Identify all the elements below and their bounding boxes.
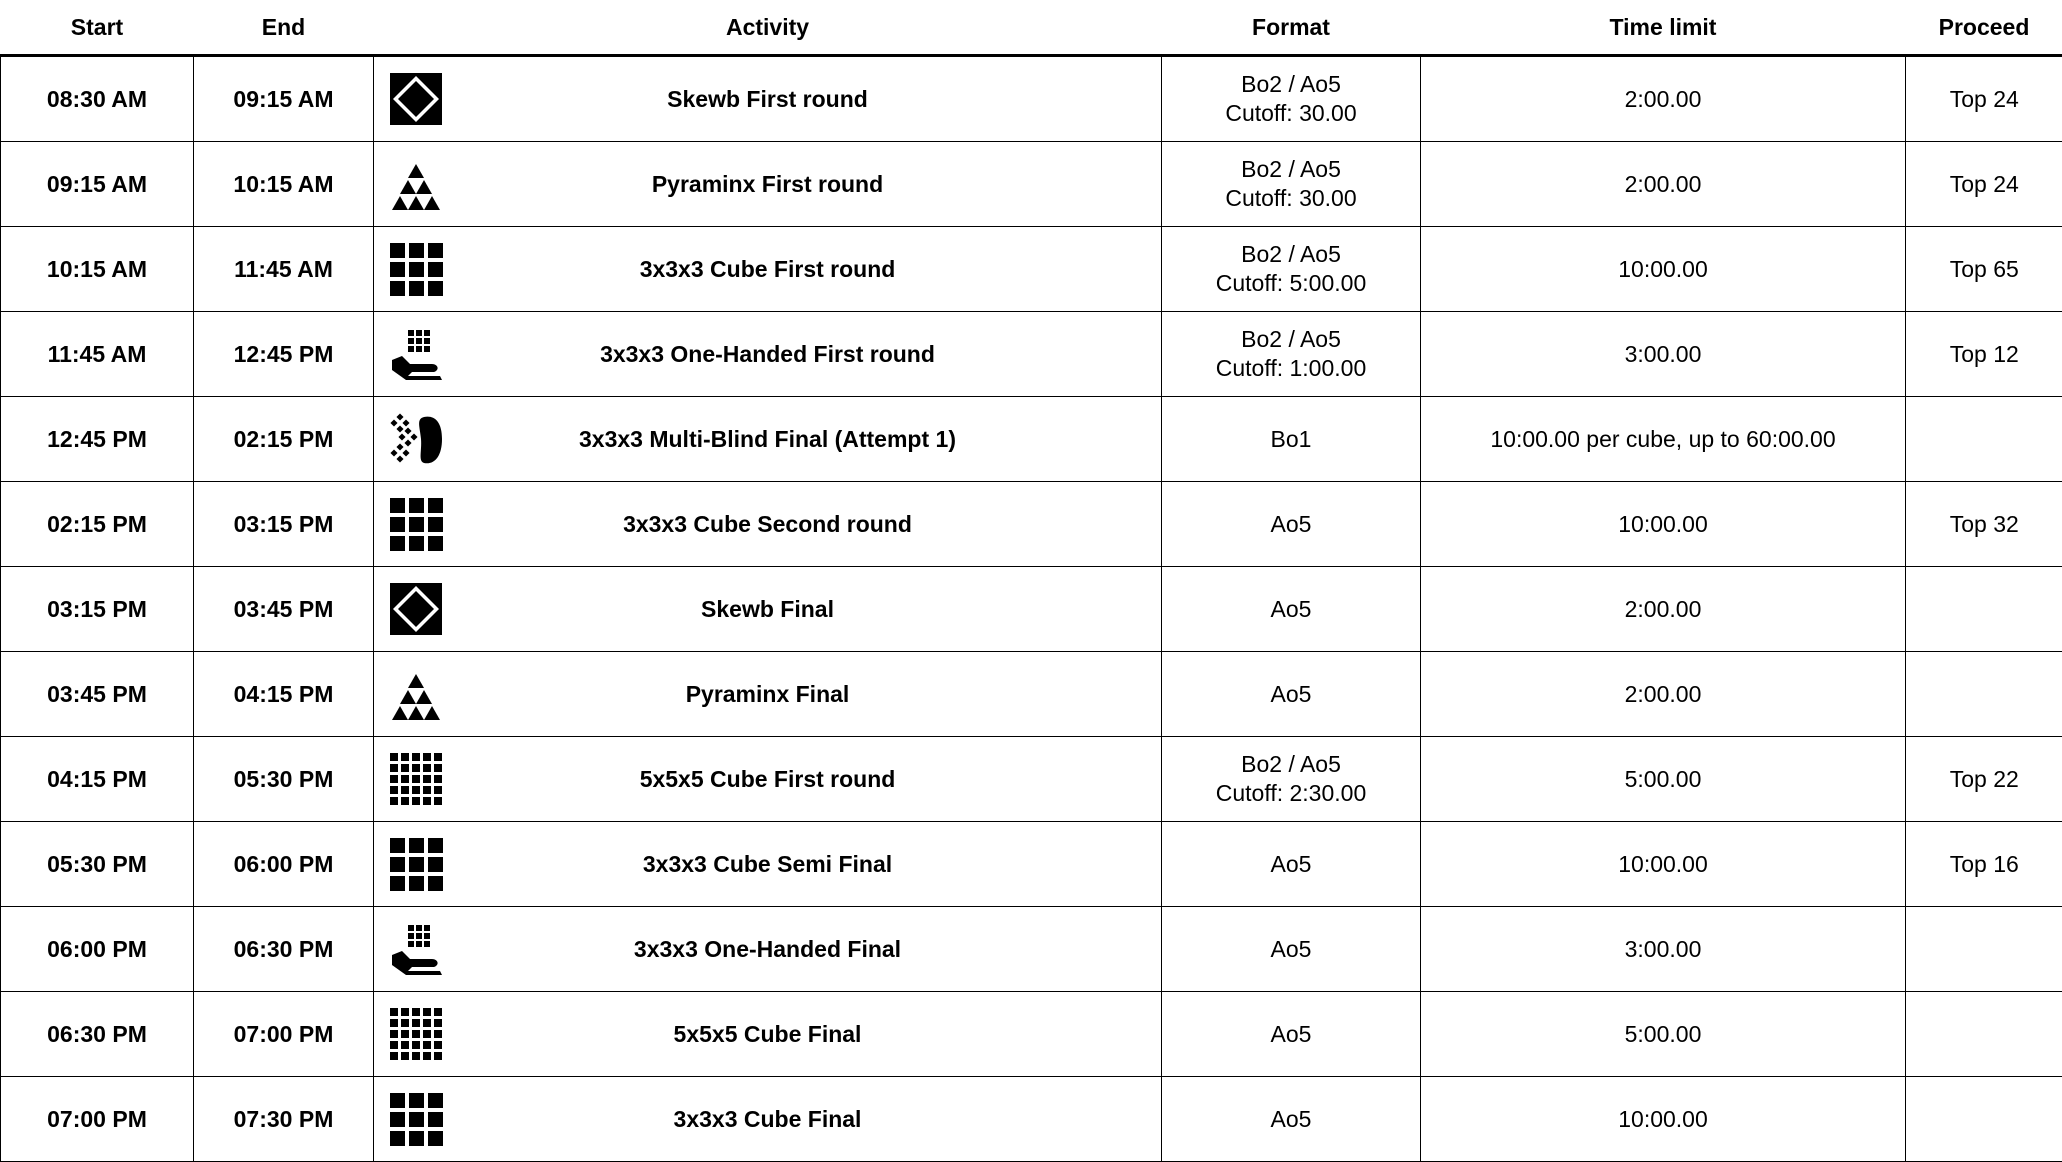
one-handed-icon xyxy=(388,921,444,977)
proceed-cell xyxy=(1906,652,2062,737)
activity-name: Pyraminx Final xyxy=(444,681,1161,708)
activity-cell xyxy=(374,652,1162,737)
activity-cell xyxy=(374,227,1162,312)
activity-wrapper xyxy=(374,57,1161,141)
end-time-cell: 05:30 PM xyxy=(194,737,374,822)
activity-wrapper xyxy=(374,907,1161,991)
time-limit-cell: 2:00.00 xyxy=(1421,56,1906,142)
activity-cell xyxy=(374,482,1162,567)
cutoff-text: Cutoff: 30.00 xyxy=(1162,99,1420,128)
activity-cell xyxy=(374,397,1162,482)
format-cell xyxy=(1162,822,1421,907)
format-cell xyxy=(1162,142,1421,227)
format-text: Bo2 / Ao5 xyxy=(1162,155,1420,184)
proceed-cell: Top 24 xyxy=(1906,142,2062,227)
activity-wrapper xyxy=(374,652,1161,736)
start-time-cell: 06:00 PM xyxy=(1,907,194,992)
cube-3x3-icon xyxy=(388,496,444,552)
cube-5x5-icon xyxy=(388,751,444,807)
start-time-cell: 12:45 PM xyxy=(1,397,194,482)
format-cell xyxy=(1162,312,1421,397)
pyraminx-icon xyxy=(388,156,444,212)
activity-cell xyxy=(374,56,1162,142)
start-time-cell: 03:45 PM xyxy=(1,652,194,737)
format-cell xyxy=(1162,652,1421,737)
time-limit-cell: 10:00.00 xyxy=(1421,482,1906,567)
activity-wrapper xyxy=(374,142,1161,226)
table-row xyxy=(1,652,2062,737)
activity-name: Skewb First round xyxy=(444,86,1161,113)
format-text: Ao5 xyxy=(1162,595,1420,624)
skewb-icon xyxy=(388,71,444,127)
activity-wrapper xyxy=(374,482,1161,566)
table-row xyxy=(1,737,2062,822)
activity-cell xyxy=(374,142,1162,227)
end-time-cell: 04:15 PM xyxy=(194,652,374,737)
format-text: Ao5 xyxy=(1162,850,1420,879)
activity-name: 3x3x3 Cube First round xyxy=(444,256,1161,283)
activity-cell xyxy=(374,312,1162,397)
end-time-cell: 06:00 PM xyxy=(194,822,374,907)
format-text: Bo2 / Ao5 xyxy=(1162,325,1420,354)
end-time-cell: 03:15 PM xyxy=(194,482,374,567)
format-cell xyxy=(1162,737,1421,822)
time-limit-cell: 3:00.00 xyxy=(1421,312,1906,397)
time-limit-cell: 2:00.00 xyxy=(1421,567,1906,652)
format-cell xyxy=(1162,1077,1421,1162)
activity-cell xyxy=(374,992,1162,1077)
start-time-cell: 03:15 PM xyxy=(1,567,194,652)
header-start: Start xyxy=(1,0,194,56)
activity-wrapper xyxy=(374,312,1161,396)
activity-cell xyxy=(374,737,1162,822)
cube-3x3-icon xyxy=(388,241,444,297)
format-cell xyxy=(1162,56,1421,142)
table-row xyxy=(1,907,2062,992)
format-cell xyxy=(1162,227,1421,312)
time-limit-cell: 2:00.00 xyxy=(1421,142,1906,227)
cutoff-text: Cutoff: 30.00 xyxy=(1162,184,1420,213)
activity-wrapper xyxy=(374,992,1161,1076)
activity-name: Pyraminx First round xyxy=(444,171,1161,198)
table-row xyxy=(1,312,2062,397)
end-time-cell: 11:45 AM xyxy=(194,227,374,312)
format-text: Ao5 xyxy=(1162,510,1420,539)
time-limit-cell: 10:00.00 xyxy=(1421,822,1906,907)
start-time-cell: 08:30 AM xyxy=(1,56,194,142)
activity-cell xyxy=(374,567,1162,652)
proceed-cell xyxy=(1906,397,2062,482)
table-row xyxy=(1,1077,2062,1162)
proceed-cell: Top 65 xyxy=(1906,227,2062,312)
header-end: End xyxy=(194,0,374,56)
end-time-cell: 02:15 PM xyxy=(194,397,374,482)
start-time-cell: 04:15 PM xyxy=(1,737,194,822)
time-limit-cell: 10:00.00 xyxy=(1421,1077,1906,1162)
activity-wrapper xyxy=(374,737,1161,821)
table-row xyxy=(1,482,2062,567)
end-time-cell: 07:00 PM xyxy=(194,992,374,1077)
end-time-cell: 06:30 PM xyxy=(194,907,374,992)
cutoff-text: Cutoff: 1:00.00 xyxy=(1162,354,1420,383)
time-limit-cell: 10:00.00 xyxy=(1421,227,1906,312)
end-time-cell: 12:45 PM xyxy=(194,312,374,397)
format-cell xyxy=(1162,907,1421,992)
proceed-cell xyxy=(1906,1077,2062,1162)
start-time-cell: 07:00 PM xyxy=(1,1077,194,1162)
activity-cell xyxy=(374,822,1162,907)
header-activity: Activity xyxy=(374,0,1162,56)
start-time-cell: 10:15 AM xyxy=(1,227,194,312)
proceed-cell: Top 32 xyxy=(1906,482,2062,567)
activity-name: 3x3x3 One-Handed First round xyxy=(444,341,1161,368)
activity-name: Skewb Final xyxy=(444,596,1161,623)
activity-name: 3x3x3 Cube Final xyxy=(444,1106,1161,1133)
proceed-cell: Top 12 xyxy=(1906,312,2062,397)
format-text: Ao5 xyxy=(1162,680,1420,709)
activity-name: 3x3x3 Cube Semi Final xyxy=(444,851,1161,878)
proceed-cell: Top 22 xyxy=(1906,737,2062,822)
format-text: Ao5 xyxy=(1162,935,1420,964)
cube-3x3-icon xyxy=(388,836,444,892)
activity-cell xyxy=(374,907,1162,992)
proceed-cell: Top 24 xyxy=(1906,56,2062,142)
activity-name: 5x5x5 Cube Final xyxy=(444,1021,1161,1048)
activity-wrapper xyxy=(374,567,1161,651)
format-cell xyxy=(1162,992,1421,1077)
format-text: Ao5 xyxy=(1162,1020,1420,1049)
activity-wrapper xyxy=(374,822,1161,906)
activity-wrapper xyxy=(374,227,1161,311)
start-time-cell: 09:15 AM xyxy=(1,142,194,227)
table-row xyxy=(1,227,2062,312)
proceed-cell xyxy=(1906,567,2062,652)
time-limit-cell: 5:00.00 xyxy=(1421,992,1906,1077)
proceed-cell xyxy=(1906,992,2062,1077)
one-handed-icon xyxy=(388,326,444,382)
header-proceed: Proceed xyxy=(1906,0,2062,56)
header-row xyxy=(1,0,2062,56)
format-text: Bo2 / Ao5 xyxy=(1162,750,1420,779)
table-row xyxy=(1,822,2062,907)
format-cell xyxy=(1162,482,1421,567)
format-text: Bo2 / Ao5 xyxy=(1162,240,1420,269)
skewb-icon xyxy=(388,581,444,637)
end-time-cell: 10:15 AM xyxy=(194,142,374,227)
format-cell xyxy=(1162,397,1421,482)
activity-name: 5x5x5 Cube First round xyxy=(444,766,1161,793)
cube-3x3-icon xyxy=(388,1091,444,1147)
table-row xyxy=(1,56,2062,142)
activity-name: 3x3x3 Cube Second round xyxy=(444,511,1161,538)
format-text: Ao5 xyxy=(1162,1105,1420,1134)
table-row xyxy=(1,397,2062,482)
cutoff-text: Cutoff: 2:30.00 xyxy=(1162,779,1420,808)
start-time-cell: 06:30 PM xyxy=(1,992,194,1077)
table-row xyxy=(1,142,2062,227)
start-time-cell: 11:45 AM xyxy=(1,312,194,397)
activity-cell xyxy=(374,1077,1162,1162)
pyraminx-icon xyxy=(388,666,444,722)
activity-name: 3x3x3 One-Handed Final xyxy=(444,936,1161,963)
time-limit-cell: 10:00.00 per cube, up to 60:00.00 xyxy=(1421,397,1906,482)
end-time-cell: 07:30 PM xyxy=(194,1077,374,1162)
end-time-cell: 09:15 AM xyxy=(194,56,374,142)
time-limit-cell: 3:00.00 xyxy=(1421,907,1906,992)
header-time-limit: Time limit xyxy=(1421,0,1906,56)
time-limit-cell: 2:00.00 xyxy=(1421,652,1906,737)
table-row xyxy=(1,992,2062,1077)
format-cell xyxy=(1162,567,1421,652)
table-row xyxy=(1,567,2062,652)
activity-wrapper xyxy=(374,397,1161,481)
end-time-cell: 03:45 PM xyxy=(194,567,374,652)
start-time-cell: 05:30 PM xyxy=(1,822,194,907)
activity-name: 3x3x3 Multi-Blind Final (Attempt 1) xyxy=(444,426,1161,453)
cube-5x5-icon xyxy=(388,1006,444,1062)
header-format: Format xyxy=(1162,0,1421,56)
activity-wrapper xyxy=(374,1077,1161,1161)
multi-blind-icon xyxy=(388,411,444,467)
time-limit-cell: 5:00.00 xyxy=(1421,737,1906,822)
proceed-cell: Top 16 xyxy=(1906,822,2062,907)
format-text: Bo2 / Ao5 xyxy=(1162,70,1420,99)
cutoff-text: Cutoff: 5:00.00 xyxy=(1162,269,1420,298)
start-time-cell: 02:15 PM xyxy=(1,482,194,567)
format-text: Bo1 xyxy=(1162,425,1420,454)
proceed-cell xyxy=(1906,907,2062,992)
